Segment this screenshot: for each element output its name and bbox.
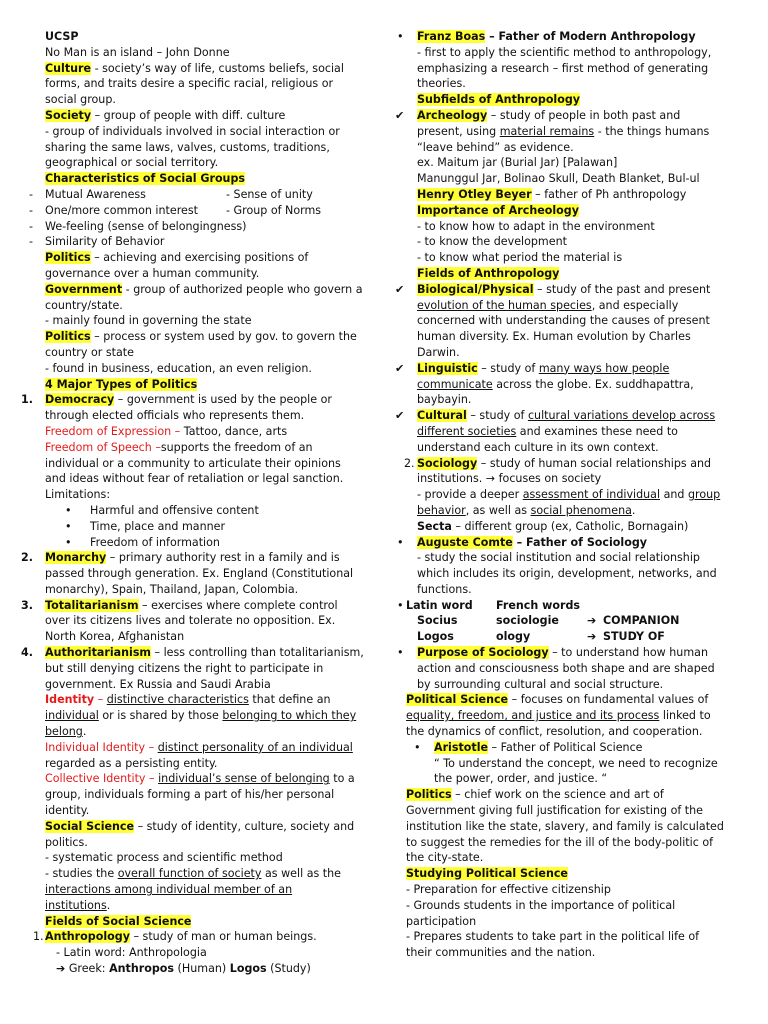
types-heading-line (45, 377, 371, 393)
latin-word: Socius (417, 614, 458, 628)
archeology-line-3: “leave behind” as evidence. (417, 140, 574, 154)
french-header: French words (496, 598, 580, 612)
arrow-icon: → (485, 472, 496, 486)
social-science-text: as well as the (261, 867, 341, 881)
greek-anthropos: Anthropos (109, 962, 175, 976)
identity-underline: individual (45, 709, 99, 723)
totalitarianism-term: Totalitarianism (45, 598, 139, 612)
subfields-heading: Subfields of Anthropology (417, 93, 581, 107)
franz-boas-line-4: theories. (417, 77, 466, 91)
dash-bullet: - (29, 235, 34, 249)
beyer-line (417, 187, 727, 203)
sociology-underline: group (687, 488, 721, 502)
polsci-line (406, 692, 727, 708)
left-column (21, 29, 371, 977)
subfields-heading-line (417, 92, 727, 108)
cultural-line-2 (417, 424, 727, 440)
identity-line (45, 692, 371, 708)
cultural-def: – study of (466, 409, 528, 423)
monarchy-def: – primary authority rest in a family and is (106, 551, 340, 565)
politics-rc-line-5: the city-state. (406, 851, 484, 865)
bullet-icon: • (397, 30, 404, 43)
social-science-line (45, 819, 371, 835)
comte-term: Auguste Comte (417, 535, 513, 549)
check-icon: ✔ (395, 361, 405, 375)
linguistic-def: – study of (477, 361, 539, 375)
sociology-def: – study of human social relationships and (477, 456, 712, 470)
individual-identity-term: Individual Identity – (45, 740, 155, 754)
limitation-item (45, 535, 371, 551)
characteristic-item: - Sense of unity (226, 187, 313, 201)
government-line-2: country/state. (45, 298, 123, 312)
characteristic-row (29, 203, 371, 219)
social-science-line-3: - systematic process and scientific method (45, 851, 283, 865)
authoritarianism-def: – less controlling than totalitarianism, (151, 646, 364, 660)
cultural-line (395, 408, 727, 424)
polsci-line-3: the dynamics of conflict, resolution, and cooperation. (406, 725, 703, 739)
list-number: 4. (21, 646, 33, 660)
identity-text: that define an (248, 693, 331, 707)
secta-term: Secta (417, 519, 452, 533)
words-header-row (397, 598, 727, 614)
government-term: Government (45, 282, 123, 296)
franz-boas-line-2: - first to apply the scientific method to anthropology, (417, 45, 712, 59)
importance-item: - to know what period the material is (417, 251, 623, 265)
list-number: 3. (21, 598, 33, 612)
purpose-line (397, 645, 727, 661)
bullet-icon: • (65, 535, 72, 549)
french-word: ology (496, 630, 531, 644)
government-def: - group of authorized people who govern a (122, 282, 363, 296)
monarchy-line (21, 550, 371, 566)
freedom-speech-line-3: and ideas without fear of retaliation or legal sanction. (45, 472, 344, 486)
fields-heading: Fields of Social Science (45, 914, 192, 928)
cultural-underline: cultural variations develop across (527, 409, 716, 423)
sociology-text: institutions. (417, 472, 486, 486)
politics-line-3: - found in business, education, an even religion. (45, 361, 312, 375)
purpose-term: Purpose of Sociology (417, 646, 549, 660)
check-icon: ✔ (395, 409, 405, 423)
individual-identity-def: distinct personality of an individual (157, 740, 353, 754)
franz-boas-line (397, 29, 727, 45)
authoritarianism-term: Authoritarianism (45, 646, 151, 660)
sociology-underline: behavior (417, 503, 466, 517)
culture-def: - society’s way of life, customs beliefs, social (91, 61, 344, 75)
government-line (45, 282, 371, 298)
politics-term: Politics (45, 251, 91, 265)
sociology-text: . (631, 503, 636, 517)
archeology-line-5: Manunggul Jar, Bolinao Skull, Death Blanket, Bul-ul (417, 172, 700, 186)
franz-boas-def: – Father of Modern Anthropology (485, 30, 696, 43)
studying-item: - Grounds students in the importance of political (406, 898, 676, 912)
polsci-def: – focuses on fundamental values of (508, 693, 709, 707)
linguistic-line-3: baybayin. (417, 393, 472, 407)
linguistic-underline: many ways how people (538, 361, 670, 375)
arrow-icon: ➔ (587, 614, 597, 628)
linguistic-line-2 (417, 377, 727, 393)
linguistic-text: across the globe. Ex. suddhapattra, (492, 377, 694, 391)
politics-line-2: governance over a human community. (45, 266, 260, 280)
purpose-line-3: by surrounding cultural and social structure. (417, 677, 664, 691)
democracy-line-2: through elected officials who represents them. (45, 409, 305, 423)
politics-rc-line (406, 787, 727, 803)
characteristic-row (29, 187, 371, 203)
characteristic-row (29, 234, 371, 250)
arrow-icon: ➔ (587, 630, 597, 644)
social-science-line-4 (45, 866, 371, 882)
social-science-term: Social Science (45, 819, 135, 833)
comte-line-4: functions. (417, 582, 472, 596)
politics-rc-def: – chief work on the science and art of (451, 788, 664, 802)
social-science-def: – study of identity, culture, society and (134, 819, 355, 833)
dash-bullet: - (29, 203, 34, 217)
linguistic-term: Linguistic (417, 361, 478, 375)
democracy-term: Democracy (45, 393, 115, 407)
totalitarianism-line (21, 598, 371, 614)
beyer-def: – father of Ph anthropology (531, 187, 687, 201)
characteristic-item: Similarity of Behavior (45, 235, 165, 249)
studying-item: their communities and the nation. (406, 946, 596, 960)
sociology-line-2 (417, 471, 727, 487)
characteristic-item: One/more common interest (45, 203, 198, 217)
bullet-icon: • (65, 503, 72, 517)
society-line-3: sharing the same laws, valves, customs, traditions, (45, 140, 330, 154)
collective-identity-def: individual’s sense of belonging (158, 772, 330, 786)
politics-def: – process or system used by gov. to govern the (90, 330, 357, 344)
aristotle-term: Aristotle (434, 740, 489, 754)
freedom-expression-def: Tattoo, dance, arts (183, 424, 288, 438)
word-meaning: COMPANION (603, 614, 680, 628)
check-icon: ✔ (395, 108, 405, 122)
biological-underline: evolution of the human species (417, 298, 592, 312)
aristotle-quote-line-2: the power, order, and justice. “ (434, 772, 608, 786)
archeology-line-4: ex. Maitum jar (Burial Jar) [Palawan] (417, 156, 618, 170)
characteristic-item: - Group of Norms (226, 203, 322, 217)
biological-line-4: human diversity. Ex. Human evolution by Charles (417, 330, 691, 344)
politics-rc-line-2: Government giving full justification for existing of the (406, 804, 703, 818)
archeology-term: Archeology (417, 108, 488, 122)
social-science-line-2: politics. (45, 835, 88, 849)
culture-line-3: social group. (45, 93, 116, 107)
cultural-line-3: understand each culture in its own context. (417, 440, 659, 454)
identity-underline: belonging to which they (222, 709, 357, 723)
social-science-line-5 (45, 882, 371, 898)
aristotle-def: – Father of Political Science (488, 740, 643, 754)
franz-boas-term: Franz Boas (417, 30, 486, 43)
aristotle-line (414, 740, 727, 756)
list-number: 1. (21, 393, 33, 407)
biological-line-5: Darwin. (417, 345, 460, 359)
archeology-text: present, using (417, 124, 500, 138)
politics-def: – achieving and exercising positions of (90, 251, 309, 265)
authoritarianism-line (21, 645, 371, 661)
government-line-3: - mainly found in governing the state (45, 314, 252, 328)
arrow-icon: ➔ (56, 962, 66, 976)
monarchy-line-3: monarchy), Spain, Thailand, Japan, Colombia. (45, 582, 299, 596)
social-science-underline: institutions (45, 898, 107, 912)
fields-anthropology-heading: Fields of Anthropology (417, 266, 560, 280)
dash: – (94, 693, 107, 707)
purpose-def: – to understand how human (548, 646, 708, 660)
society-line-2: - group of individuals involved in social interaction or (45, 124, 340, 138)
social-science-text: . (106, 898, 111, 912)
franz-boas-line-3: emphasizing a research – first method of generating (417, 61, 709, 75)
word-meaning: STUDY OF (603, 630, 665, 644)
doc-title: UCSP (45, 30, 79, 43)
secta-def: – different group (ex, Catholic, Bornagain) (451, 519, 689, 533)
characteristic-row (29, 219, 371, 235)
studying-heading: Studying Political Science (406, 867, 568, 881)
biological-line-2 (417, 298, 727, 314)
archeology-line-2 (417, 124, 727, 140)
society-term: Society (45, 108, 92, 122)
quote: No Man is an island – John Donne (45, 45, 230, 59)
identity-text: . (82, 725, 87, 739)
fields-anthropology-heading-line (417, 266, 727, 282)
social-science-underline: interactions among individual member of an (45, 883, 293, 897)
limitations-label: Limitations: (45, 488, 111, 502)
politics-line (45, 250, 371, 266)
identity-underline: distinctive characteristics (106, 693, 249, 707)
bullet-icon: • (397, 646, 404, 660)
types-heading: 4 Major Types of Politics (45, 377, 198, 391)
authoritarianism-line-2: but still denying citizens the right to participate in (45, 661, 324, 675)
politics-term: Politics (45, 330, 91, 344)
linguistic-line (395, 361, 727, 377)
characteristic-item: We-feeling (sense of belongingness) (45, 219, 247, 233)
totalitarianism-line-3: North Korea, Afghanistan (45, 630, 185, 644)
limitation-item (45, 519, 371, 535)
politics-line (45, 329, 371, 345)
culture-line (45, 61, 371, 77)
society-line-4: geographical or social territory. (45, 156, 219, 170)
collective-identity-line-3: identity. (45, 804, 90, 818)
sociology-underline: assessment of individual (522, 488, 661, 502)
list-number: 2. (21, 551, 33, 565)
archeology-underline: material remains (499, 124, 595, 138)
greek-text: (Study) (266, 962, 311, 976)
latin-word-line: - Latin word: Anthropologia (56, 946, 207, 960)
collective-identity-line-2: group, individuals forming a part of his/her personal (45, 788, 335, 802)
comte-line-3: which includes its origin, development, networks, and (417, 567, 717, 581)
sociology-text: - provide a deeper (417, 488, 523, 502)
studying-item: - Prepares students to take part in the political life of (406, 930, 700, 944)
identity-term: Identity (45, 693, 95, 707)
beyer-term: Henry Otley Beyer (417, 187, 532, 201)
bullet-icon: • (397, 598, 404, 612)
freedom-expression-term: Freedom of Expression (45, 424, 172, 438)
bullet-icon: • (65, 519, 72, 533)
sociology-line-3 (417, 487, 727, 503)
bullet-icon: • (397, 535, 404, 549)
french-word: sociologie (496, 614, 559, 628)
collective-identity-term: Collective Identity – (45, 772, 155, 786)
polsci-underline: equality, freedom, and justice and its process (406, 709, 660, 723)
studying-item: participation (406, 914, 477, 928)
dash-bullet: - (29, 219, 34, 233)
secta-line (417, 519, 727, 535)
monarchy-line-2: passed through generation. Ex. England (Constitutional (45, 567, 354, 581)
politics-line-2: country or state (45, 345, 134, 359)
polsci-term: Political Science (406, 693, 509, 707)
importance-heading: Importance of Archeology (417, 203, 579, 217)
sociology-line-4 (417, 503, 727, 519)
freedom-speech-def: supports the freedom of an (160, 440, 313, 454)
cultural-text: and examines these need to (516, 424, 678, 438)
latin-header: Latin word (406, 598, 473, 612)
importance-item: - to know the development (417, 235, 567, 249)
dash: – (171, 424, 184, 438)
greek-logos: Logos (229, 962, 267, 976)
archeology-line (395, 108, 727, 124)
archeology-text: - the things humans (594, 124, 710, 138)
limitation-text: Harmful and offensive content (90, 503, 259, 517)
biological-text: , and especially (591, 298, 679, 312)
sociology-text: focuses on society (495, 472, 602, 486)
fields-heading-line (45, 914, 371, 930)
limitation-text: Time, place and manner (90, 519, 226, 533)
democracy-def: – government is used by the people or (114, 393, 332, 407)
polsci-text: linked to (659, 709, 711, 723)
cultural-term: Cultural (417, 409, 467, 423)
greek-word-line (45, 961, 371, 977)
greek-text: (Human) (174, 962, 230, 976)
authoritarianism-line-3: government. Ex Russia and Saudi Arabia (45, 677, 271, 691)
sociology-underline: social phenomena (530, 503, 632, 517)
culture-term: Culture (45, 61, 92, 75)
politics-rc-line-4: to suggest the remedies for the ill of the body-politic of (406, 835, 714, 849)
identity-line-2 (45, 708, 371, 724)
freedom-speech-line-2: individual or a community to articulate their opinions (45, 456, 341, 470)
studying-item: - Preparation for effective citizenship (406, 883, 611, 897)
comte-def: – Father of Sociology (512, 535, 648, 549)
totalitarianism-line-2: over its citizens lives and tolerate no opposition. Ex. (45, 614, 336, 628)
sociology-text: and (660, 488, 688, 502)
list-number: 2. (404, 456, 415, 470)
democracy-line (21, 392, 371, 408)
monarchy-term: Monarchy (45, 551, 107, 565)
freedom-speech-line (45, 440, 371, 456)
society-def: – group of people with diff. culture (91, 108, 286, 122)
culture-line-2: forms, and traits desire a specific racial, religious or (45, 77, 334, 91)
individual-identity-line (45, 740, 371, 756)
words-row (417, 613, 727, 629)
identity-text: or is shared by those (98, 709, 223, 723)
freedom-speech-term: Freedom of Speech – (45, 440, 161, 454)
comte-line (397, 535, 727, 551)
check-icon: ✔ (395, 282, 405, 296)
society-line (45, 108, 371, 124)
dash-bullet: - (29, 187, 34, 201)
importance-item: - to know how to adapt in the environment (417, 219, 655, 233)
individual-identity-line-2: regarded as a persisting entity. (45, 756, 218, 770)
biological-term: Biological/Physical (417, 282, 534, 296)
right-column (395, 29, 727, 961)
collective-identity-line (45, 771, 371, 787)
anthropology-def: – study of man or human beings. (129, 930, 317, 944)
aristotle-quote-line: “ To understand the concept, we need to recognize (434, 756, 718, 770)
purpose-line-2: action and consciousness both shape and are shaped (417, 661, 715, 675)
limitation-item (45, 503, 371, 519)
politics-rc-term: Politics (406, 788, 452, 802)
sociology-term: Sociology (417, 456, 478, 470)
social-science-text: - studies the (45, 867, 118, 881)
social-science-line-6 (45, 898, 371, 914)
identity-line-3 (45, 724, 371, 740)
biological-line-3: concerned with understanding the causes of present (417, 314, 710, 328)
archeology-def: – study of people in both past and (487, 108, 681, 122)
comte-line-2: - study the social institution and social relationship (417, 551, 700, 565)
anthropology-term: Anthropology (45, 930, 130, 944)
anthropology-line (33, 929, 371, 945)
importance-heading-line (417, 203, 727, 219)
characteristics-heading: Characteristics of Social Groups (45, 172, 246, 186)
social-science-underline: overall function of society (117, 867, 262, 881)
sociology-text: , as well as (465, 503, 531, 517)
greek-text: Greek: (65, 962, 110, 976)
list-number: 1. (33, 930, 44, 944)
identity-underline: belong (45, 725, 83, 739)
politics-rc-line-3: institution like the state, slavery, and family is calculated (406, 819, 724, 833)
words-row (417, 629, 727, 645)
latin-word: Logos (417, 630, 454, 644)
biological-line (395, 282, 727, 298)
cultural-underline: different societies (417, 424, 517, 438)
freedom-expression-line (45, 424, 371, 440)
sociology-line (404, 456, 727, 472)
bullet-icon: • (414, 740, 421, 754)
totalitarianism-def: – exercises where complete control (138, 598, 338, 612)
studying-heading-line (406, 866, 727, 882)
limitation-text: Freedom of information (90, 535, 220, 549)
characteristic-item: Mutual Awareness (45, 187, 146, 201)
characteristics-heading-line (45, 171, 371, 187)
linguistic-underline: communicate (417, 377, 493, 391)
biological-def: – study of the past and present (533, 282, 711, 296)
polsci-line-2 (406, 708, 727, 724)
collective-identity-text: to a (329, 772, 355, 786)
